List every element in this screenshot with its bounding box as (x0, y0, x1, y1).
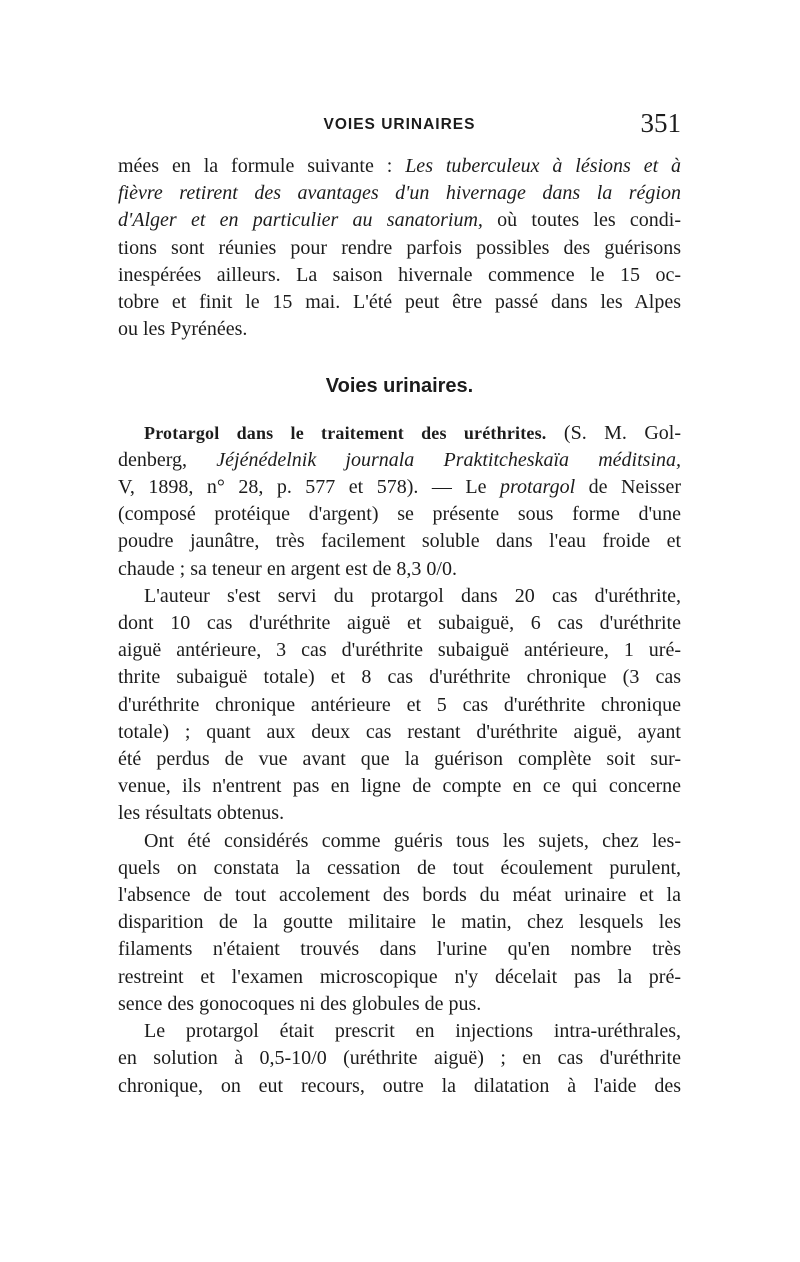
text-span: denberg, (118, 448, 217, 471)
text-line: quels on constata la cessation de tout écoulement purulent, (118, 856, 681, 879)
italic-text: Les tuberculeux à lésions et à (405, 155, 682, 177)
text-line (118, 153, 681, 180)
italic-text: d'Alger et en particulier au sanatorium, (118, 209, 483, 232)
article-paragraph-4 (118, 1018, 681, 1100)
text-line: (composé protéique d'argent) se présente sous forme d'une (118, 503, 681, 526)
text-line: inespérées ailleurs. La saison hivernale commence le 15 oc- (118, 263, 681, 286)
text-line (118, 474, 681, 501)
text-line (118, 207, 681, 234)
text-line: les résultats obtenus. (118, 802, 285, 825)
page-header (118, 108, 681, 148)
article-paragraph-1 (118, 420, 681, 583)
text-line (118, 420, 681, 447)
text-line: L'auteur s'est servi du protargol dans 20 cas d'uréthrite, (144, 584, 681, 607)
intro-paragraph (118, 153, 681, 343)
text-line: sence des gonocoques ni des globules de pus. (118, 992, 482, 1015)
text-line: tions sont réunies pour rendre parfois possibles des guérisons (118, 236, 681, 259)
text-line: totale) ; quant aux deux cas restant d'uréthrite aiguë, ayant (118, 720, 681, 743)
text-line: en solution à 0,5-10/0 (uréthrite aiguë) ; en cas d'uréthrite (118, 1047, 681, 1070)
text-line: l'absence de tout accolement des bords du méat urinaire et la (118, 884, 681, 907)
text-line: chaude ; sa teneur en argent est de 8,3 0/0. (118, 557, 457, 580)
text-line: tobre et finit le 15 mai. L'été peut être passé dans les Alpes (118, 291, 681, 314)
text-line (118, 180, 681, 207)
running-head: VOIES URINAIRES (323, 116, 476, 133)
text-span: mées en la formule suivante : (118, 155, 406, 177)
body-text (118, 153, 681, 1100)
text-line: disparition de la goutte militaire le matin, chez lesquels les (118, 911, 681, 934)
article-title: Protargol dans le traitement des uréthrites. (144, 422, 547, 443)
text-line: thrite subaiguë totale) et 8 cas d'uréthrite chronique (3 cas (118, 666, 681, 689)
text-line (118, 447, 681, 474)
text-line: dont 10 cas d'uréthrite aiguë et subaiguë, 6 cas d'uréthrite (118, 612, 681, 635)
text-line: filaments n'étaient trouvés dans l'urine qu'en nombre très (118, 938, 681, 961)
italic-text: Jéjénédelnik journala Praktitcheskaïa méditsina, (216, 448, 681, 471)
text-line: venue, ils n'entrent pas en ligne de compte en ce qui concerne (118, 775, 681, 798)
text-span: de Neisser (575, 476, 681, 499)
text-line: Le protargol était prescrit en injections intra-uréthrales, (144, 1020, 681, 1043)
article-paragraph-3 (118, 828, 681, 1018)
text-line: chronique, on eut recours, outre la dilatation à l'aide des (118, 1074, 681, 1097)
page-number: 351 (640, 108, 681, 138)
italic-text: protargol (499, 476, 576, 499)
section-title: Voies urinaires. (325, 375, 474, 398)
text-line: ou les Pyrénées. (118, 318, 248, 341)
text-span: où toutes les condi- (482, 209, 681, 232)
text-line: poudre jaunâtre, très facilement soluble dans l'eau froide et (118, 530, 681, 553)
article-paragraph-2 (118, 583, 681, 828)
text-line: été perdus de vue avant que la guérison complète soit sur- (118, 748, 681, 771)
text-line: Ont été considérés comme guéris tous les sujets, chez les- (144, 829, 681, 852)
text-span: (S. M. Gol- (546, 421, 681, 444)
italic-text: fièvre retirent des avantages d'un hivernage dans la région (118, 182, 681, 205)
text-line: d'uréthrite chronique antérieure et 5 cas d'uréthrite chronique (118, 693, 681, 716)
text-span: V, 1898, n° 28, p. 577 et 578). — Le (118, 476, 500, 499)
text-line: restreint et l'examen microscopique n'y décelait pas la pré- (118, 965, 681, 988)
text-line: aiguë antérieure, 3 cas d'uréthrite subaiguë antérieure, 1 uré- (118, 639, 681, 662)
